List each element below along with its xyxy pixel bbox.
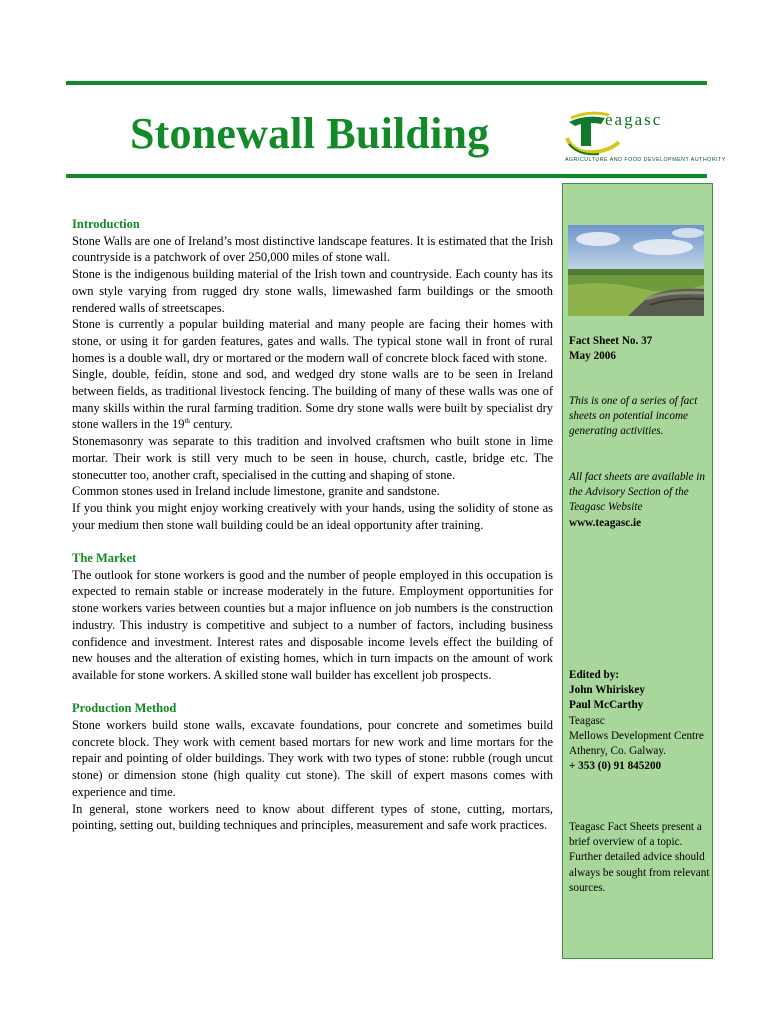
fact-sheet-number: Fact Sheet No. 37 [569, 335, 653, 347]
address: Athenry, Co. Galway. [569, 745, 667, 758]
fact-sheet-info [569, 334, 711, 364]
website-link[interactable]: www.teagasc.ie [569, 516, 642, 529]
sidebar [562, 183, 713, 959]
intro-paragraph: Common stones used in Ireland include limestone, granite and sandstone. [72, 484, 440, 499]
production-paragraph: Stone workers build stone walls, excavate foundations, pour concrete and sometimes build concrete block. They work with cement based mortars for new work and lime mortars for the repair and pointing of older buildings. They work with two types of stone: rubble (rough uncut stone) or dimension stone (high quality cut stone). The skill of expert masons comes with experience and time. [72, 718, 553, 799]
introduction-heading: Introduction [72, 217, 140, 231]
production-paragraph: In general, stone workers need to know about different types of stone, cutting, mortars, pointing, setting out, building techniques and principles, measurement and safe work practices. [72, 801, 553, 833]
introduction-section [72, 216, 553, 533]
editor-name: John Whiriskey [569, 684, 645, 697]
market-heading: The Market [72, 551, 137, 566]
intro-paragraph: Stone is currently a popular building material and many people are facing their homes with stone, or using it for garden features, gates and walls. The typical stone wall in front of rural homes is a double wall, dry or mortared or the modern wall of concrete block faced with stone. [72, 317, 553, 365]
teagasc-logo [565, 108, 726, 170]
logo-wordmark: eagasc [605, 110, 663, 129]
intro-paragraph: Stone Walls are one of Ireland’s most distinctive landscape features. It is estimated that the Irish countryside is a patchwork of over 250,000 miles of stone wall. [72, 233, 553, 265]
logo-tagline: AGRICULTURE AND FOOD DEVELOPMENT AUTHORITY [565, 157, 726, 163]
intro-p4-text-end: century. [189, 417, 233, 432]
production-section [72, 700, 553, 834]
intro-paragraph [72, 366, 553, 433]
market-paragraph: The outlook for stone workers is good and the number of people employed in this occupation is expected to remain stable or increase moderately in the future. Employment opportunities for stone workers varies between counties but a major influence on job numbers is the construction industry. This industry is competitive and subject to a number of factors, including business confidence and investment. Interest rates and disposable income levels effect the building of new houses and the alteration of existing homes, which in turn impacts on the amount of work available for stone workers. A skilled stone wall builder has excellent job prospects. [72, 567, 553, 682]
page-title: Stonewall Building [130, 109, 490, 158]
phone-number: + 353 (0) 91 845200 [569, 760, 662, 773]
centre-name: Mellows Development Centre [569, 729, 704, 742]
edited-by-label: Edited by: [569, 669, 620, 681]
intro-paragraph: If you think you might enjoy working creatively with your hands, using the solidity of stone as your medium then stone wall building could be an ideal opportunity after training. [72, 500, 553, 532]
fact-sheet-date: May 2006 [569, 350, 616, 363]
intro-p4-superscript: th [184, 417, 190, 426]
series-note: This is one of a series of fact sheets on potential income generating activities. [569, 395, 698, 438]
intro-p4-text: Single, double, feídin, stone and sod, and wedged dry stone walls are to be seen in Ireland between fields, as traditional livestock fencing. The building of many of these walls was one of many skills within the rural farming tradition. Some dry stone walls were built by specialist dry stone wallers in the 19 [72, 367, 553, 432]
organisation-name: Teagasc [569, 714, 605, 727]
availability-block [569, 470, 711, 531]
header-top-rule [66, 81, 707, 85]
availability-note: All fact sheets are available in the Advisory Section of the Teagasc Website [569, 471, 705, 514]
disclaimer: Teagasc Fact Sheets present a brief overview of a topic. Further detailed advice should always be sought from relevant sources. [569, 821, 710, 894]
production-heading: Production Method [72, 701, 177, 716]
intro-paragraph: Stone is the indigenous building material of the Irish town and countryside. Each county has its own style varying from rugged dry stone walls, limewashed farm buildings or the smooth rendered walls of streetscapes. [72, 267, 553, 315]
intro-paragraph: Stonemasonry was separate to this tradition and involved craftsmen who built stone in lime mortar. Their work is still very much to be seen in house, church, castle, bridge etc. The stonecutter too, another craft, specialised in the cutting and shaping of stone. [72, 434, 553, 482]
market-section [72, 550, 553, 684]
stone-wall-landscape-photo [568, 225, 704, 316]
header-bottom-rule [66, 174, 707, 178]
main-content [72, 216, 553, 851]
editors-block [569, 668, 711, 774]
editor-name: Paul McCarthy [569, 699, 644, 712]
